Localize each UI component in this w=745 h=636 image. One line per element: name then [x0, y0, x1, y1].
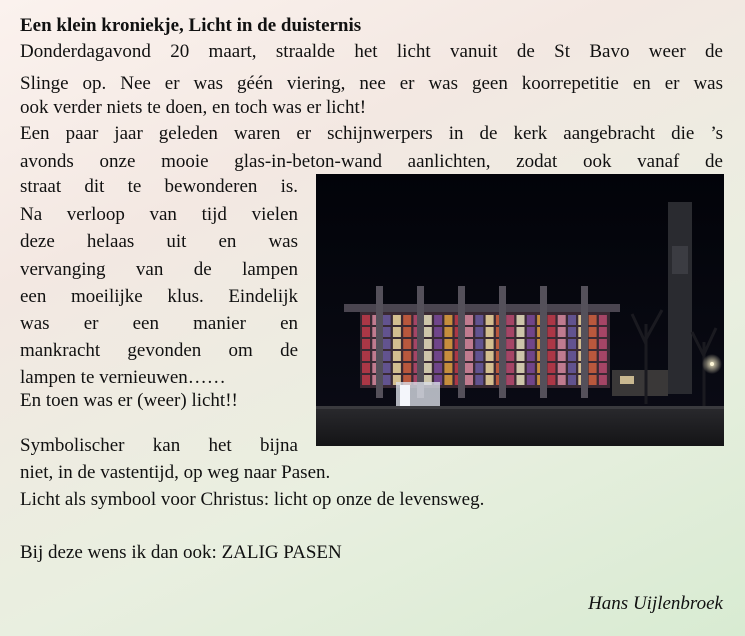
article-title: Een klein kroniekje, Licht in de duisternis — [20, 15, 362, 36]
church-night-photo — [316, 174, 724, 446]
text-line: mankracht gevonden om de — [20, 340, 298, 361]
text-line: Slinge op. Nee er was géén viering, nee er was geen koorrepetitie en er was — [20, 73, 723, 94]
author-signature: Hans Uijlenbroek — [588, 593, 723, 614]
text-line: Donderdagavond 20 maart, straalde het licht vanuit de St Bavo weer de — [20, 41, 723, 62]
text-line: ook verder niets te doen, en toch was er licht! — [20, 97, 367, 118]
text-line: En toen was er (weer) licht!! — [20, 390, 238, 411]
text-line: niet, in de vastentijd, op weg naar Pasen. — [20, 462, 331, 483]
text-line: deze helaas uit en was — [20, 231, 298, 252]
text-line: Na verloop van tijd vielen — [20, 204, 298, 225]
text-line: een moeilijke klus. Eindelijk — [20, 286, 298, 307]
text-line: Licht als symbool voor Christus: licht op onze de levensweg. — [20, 489, 485, 510]
text-line: straat dit te bewonderen is. — [20, 176, 298, 197]
text-line: Bij deze wens ik dan ook: ZALIG PASEN — [20, 542, 342, 563]
text-line: vervanging van de lampen — [20, 259, 298, 280]
text-line: lampen te vernieuwen…… — [20, 367, 226, 388]
text-line: Een paar jaar geleden waren er schijnwerpers in de kerk aangebracht die ’s — [20, 123, 723, 144]
text-line: avonds onze mooie glas-in-beton-wand aanlichten, zodat ook vanaf de — [20, 151, 723, 172]
text-line: was er een manier en — [20, 313, 298, 334]
text-line: Symbolischer kan het bijna — [20, 435, 298, 456]
article — [20, 0, 725, 636]
